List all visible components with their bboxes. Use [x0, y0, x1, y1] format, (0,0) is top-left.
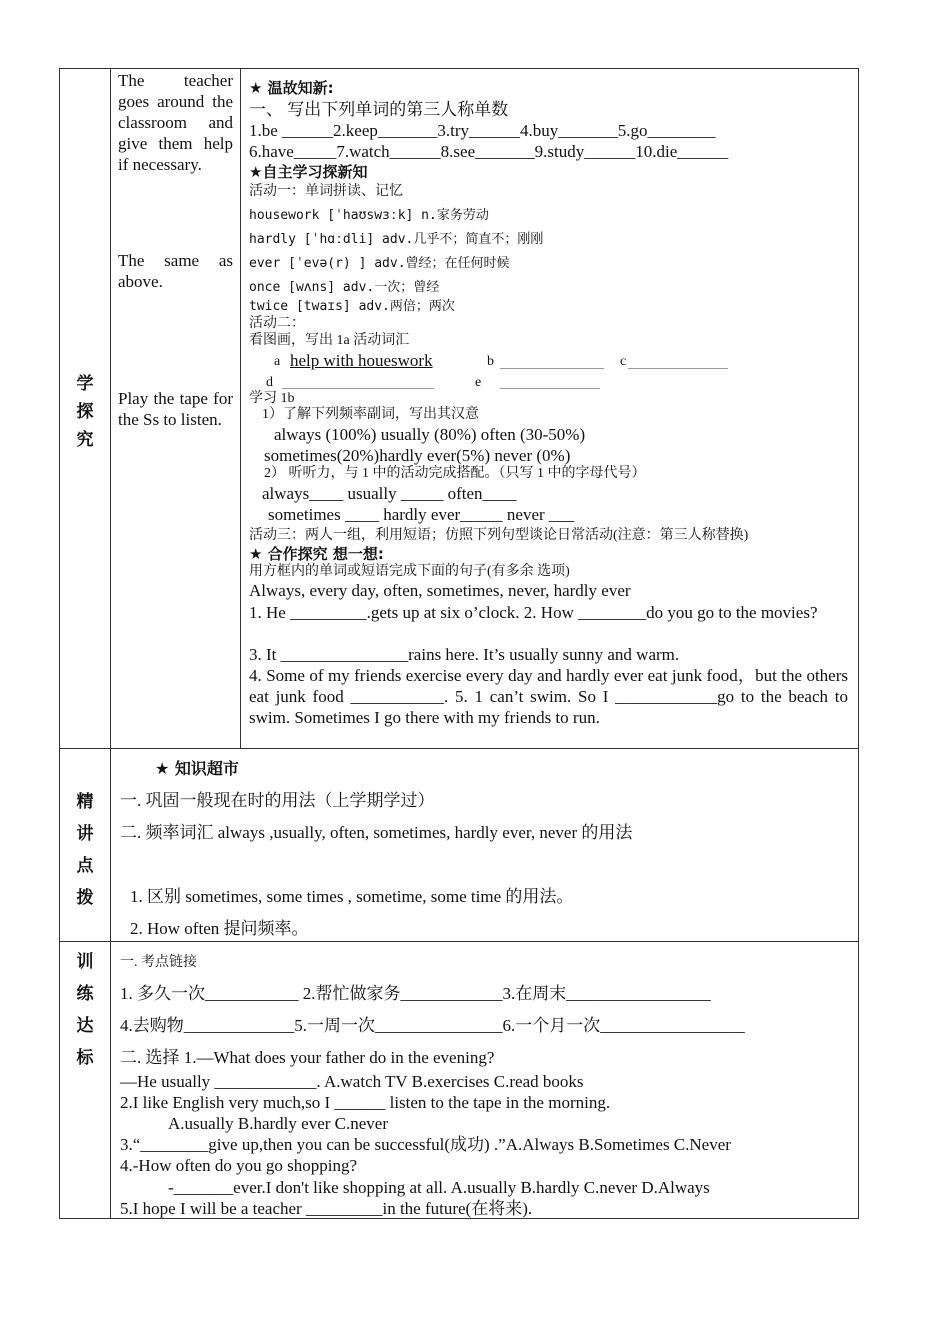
blank-e-label: e — [475, 375, 482, 390]
blank-d-line[interactable] — [282, 388, 434, 389]
section-label-training-text: 训练达标 — [76, 952, 94, 1067]
section-label-explain-text: 精讲点拨 — [76, 792, 94, 907]
table-border-right — [858, 68, 859, 1219]
blank-c-label: c — [620, 354, 627, 369]
blank-b-line[interactable] — [500, 368, 604, 369]
blank-c-line[interactable] — [628, 368, 728, 369]
match-line-1: always____ usually _____ often____ — [262, 484, 517, 503]
row-divider-2 — [59, 941, 859, 942]
word-box: Always, every day, often, sometimes, never, hardly ever — [249, 581, 631, 600]
choice-q2-options: A.usually B.hardly ever C.never — [168, 1114, 388, 1133]
vocab-housework: housework [ˈhaʊswɜːk] n.家务劳动 — [249, 208, 489, 223]
choice-q5: 5.I hope I will be a teacher _________in the future(在将来). — [120, 1199, 533, 1218]
training-heading: 一. 考点链接 — [120, 955, 197, 970]
choice-q2: 2.I like English very much,so I ______ listen to the tape in the morning. — [120, 1093, 611, 1112]
section-label-training — [60, 946, 110, 1074]
vocab-ever: ever [ˈevə(r) ] adv.曾经；在任何时候 — [249, 256, 510, 271]
learn-1b: 学习 1b — [249, 391, 295, 406]
word-list-1: 1.be ______2.keep_______3.try______4.buy_______5.go________ — [249, 121, 716, 140]
section-label-explain — [60, 786, 110, 914]
explain-line-2: 二. 频率词汇 always ,usually, often, sometimes, hardly ever, never 的用法 — [120, 823, 633, 842]
explain-line-3: 1. 区别 sometimes, some times , sometime, some time 的用法。 — [130, 887, 574, 906]
blank-a-answer: help with houeswork — [290, 351, 433, 370]
blank-a-label: a — [274, 354, 281, 369]
choice-q3: 3.“________give up,then you can be successful(成功) .”A.Always B.Sometimes C.Never — [120, 1135, 731, 1154]
vocab-twice: twice [twaɪs] adv.两倍；两次 — [249, 299, 455, 314]
frequency-line-1: always (100%) usually (80%) often (30-50%) — [274, 425, 586, 444]
choice-q4: 4.-How often do you go shopping? — [120, 1156, 358, 1175]
training-row-2: 4.去购物_____________5.一周一次_______________6.一个月一次_________________ — [120, 1016, 745, 1035]
blank-d-label: d — [266, 375, 273, 390]
heading-cooperate: ★ 合作探究 想一想: — [249, 545, 384, 563]
sentence-3: 3. It _______________rains here. It’s usually sunny and warm. — [249, 645, 680, 664]
sentence-1-2: 1. He _________.gets up at six o’clock. 2. How ________do you go to the movies? — [249, 603, 818, 622]
row-divider-1 — [59, 748, 859, 749]
vocab-once: once [wʌns] adv.一次；曾经 — [249, 280, 440, 295]
look-and-write: 看图画，写出 1a 活动词汇 — [249, 333, 410, 348]
col-divider-1 — [110, 68, 111, 1219]
teacher-note-3: Play the tape for the Ss to listen. — [118, 389, 233, 429]
choice-q1: 二. 选择 1.—What does your father do in the evening? — [120, 1048, 495, 1067]
table-border-top — [59, 68, 859, 69]
blank-e-line[interactable] — [500, 388, 600, 389]
fill-instruction: 用方框内的单词或短语完成下面的句子(有多余 选项) — [249, 564, 570, 579]
col-divider-2 — [240, 68, 241, 749]
vocab-hardly: hardly [ˈhɑːdli] adv.几乎不；简直不；刚刚 — [249, 232, 544, 247]
explain-line-4: 2. How often 提问频率。 — [130, 919, 309, 938]
note-2: 2） 听听力，与 1 中的活动完成搭配。（只写 1 中的字母代号） — [264, 466, 646, 481]
note-1: 1）了解下列频率副词，写出其汉意 — [262, 407, 479, 422]
match-line-2: sometimes ____ hardly ever_____ never ___ — [268, 505, 575, 524]
section-label-study-text: 学探究 — [76, 374, 94, 449]
sentence-4-5: 4. Some of my friends exercise every day and hardly ever eat junk food，but the others eat junk food ___________. 5. 1 can’t swim. So I ____________go to the beach to swim. Sometimes I go there with my friends to run. — [249, 666, 848, 727]
heading-self-study: ★自主学习探新知 — [249, 163, 368, 181]
training-row-1: 1. 多久一次___________ 2.帮忙做家务____________3.在周末_________________ — [120, 984, 711, 1003]
word-list-2: 6.have_____7.watch______8.see_______9.study______10.die______ — [249, 142, 729, 161]
teacher-note-2: The same as above. — [118, 251, 233, 291]
activity-3: 活动三：两人一组，利用短语；仿照下列句型谈论日常活动(注意：第三人称替换) — [249, 528, 749, 543]
activity-2: 活动二： — [249, 316, 305, 331]
choice-q1-answer: —He usually ____________. A.watch TV B.exercises C.read books — [120, 1072, 584, 1091]
question-third-person: 一、 写出下列单词的第三人称单数 — [249, 100, 509, 119]
blank-b-label: b — [487, 354, 494, 369]
frequency-line-2: sometimes(20%)hardly ever(5%) never (0%) — [264, 446, 571, 465]
teacher-note-1: The teacher goes around the classroom and give them help if necessary. — [118, 71, 233, 174]
section-label-study — [60, 370, 110, 454]
knowledge-heading: ★ 知识超市 — [155, 759, 239, 778]
explain-line-1: 一. 巩固一般现在时的用法（上学期学过） — [120, 791, 435, 810]
activity-1: 活动一：单词拼读、记忆 — [249, 184, 403, 199]
heading-review: ★ 温故知新: — [249, 79, 334, 97]
choice-q4-options: -_______ever.I don't like shopping at all. A.usually B.hardly C.never D.Always — [168, 1178, 710, 1197]
